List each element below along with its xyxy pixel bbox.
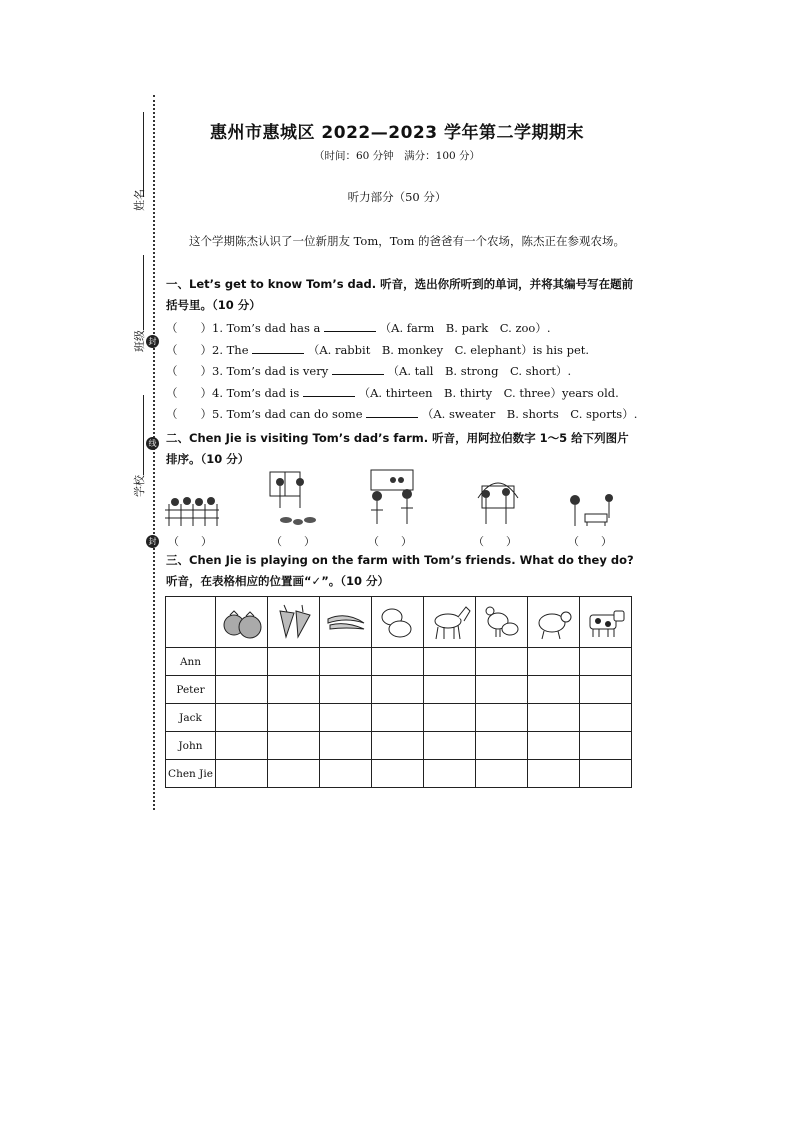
check-cell[interactable]	[372, 648, 424, 676]
kids-with-cow-picture	[563, 468, 621, 530]
order-blank-1[interactable]: （ ）	[168, 535, 212, 548]
name-label: 姓名	[133, 189, 146, 211]
check-cell[interactable]	[476, 732, 528, 760]
table-row	[166, 648, 632, 676]
row-name: John	[166, 732, 216, 760]
order-blank-5[interactable]: （ ）	[568, 535, 612, 548]
activity-table	[165, 596, 632, 788]
check-cell[interactable]	[216, 648, 268, 676]
question-2-stem: （ ）2. The	[166, 343, 249, 357]
check-cell[interactable]	[320, 732, 372, 760]
answer-blank[interactable]	[332, 364, 384, 375]
answer-blank[interactable]	[303, 386, 355, 397]
question-1-options: （A. farm B. park C. zoo）.	[379, 321, 551, 335]
question-3	[166, 363, 646, 379]
check-cell[interactable]	[528, 732, 580, 760]
check-cell[interactable]	[216, 676, 268, 704]
intro-paragraph: 这个学期陈杰认识了一位新朋友 Tom，Tom 的爸爸有一个农场，陈杰正在参观农场。	[189, 234, 626, 248]
check-cell[interactable]	[580, 704, 632, 732]
question-1	[166, 320, 646, 336]
check-cell[interactable]	[424, 760, 476, 788]
answer-blank[interactable]	[252, 343, 304, 354]
question-4-options: （A. thirteen B. thirty C. three）years old.	[358, 386, 619, 400]
question-1-stem: （ ）1. Tom’s dad has a	[166, 321, 321, 335]
table-row	[166, 676, 632, 704]
seal-mark-1: 封	[146, 335, 159, 348]
question-2	[166, 342, 646, 358]
tomatoes-icon	[216, 597, 268, 648]
question-3-stem: （ ）3. Tom’s dad is very	[166, 364, 329, 378]
part2-heading: 二、Chen Jie is visiting Tom’s dad’s farm. 听音，用阿拉伯数字 1～5 给下列图片排序。（10 分）	[166, 431, 629, 466]
check-cell[interactable]	[320, 676, 372, 704]
listening-section-heading: 听力部分（50 分）	[347, 190, 447, 204]
check-cell[interactable]	[528, 704, 580, 732]
check-cell[interactable]	[320, 704, 372, 732]
seal-mark-2: 线	[146, 437, 159, 450]
class-write-line	[143, 255, 144, 330]
check-cell[interactable]	[268, 760, 320, 788]
green-beans-icon	[320, 597, 372, 648]
check-cell[interactable]	[528, 760, 580, 788]
question-4	[166, 385, 646, 401]
table-row	[166, 760, 632, 788]
check-cell[interactable]	[476, 760, 528, 788]
school-write-line	[143, 395, 144, 475]
check-cell[interactable]	[580, 760, 632, 788]
check-cell[interactable]	[268, 676, 320, 704]
row-name: Jack	[166, 704, 216, 732]
question-2-options: （A. rabbit B. monkey C. elephant）is his pet.	[307, 343, 590, 357]
check-cell[interactable]	[528, 676, 580, 704]
table-row	[166, 704, 632, 732]
exam-subtitle: （时间：60 分钟 满分：100 分）	[313, 150, 481, 162]
horse-icon	[424, 597, 476, 648]
check-cell[interactable]	[580, 732, 632, 760]
kids-at-barn-picture	[468, 468, 526, 530]
question-5-stem: （ ）5. Tom’s dad can do some	[166, 407, 363, 421]
check-cell[interactable]	[476, 676, 528, 704]
potatoes-icon	[372, 597, 424, 648]
kids-with-flowers-picture	[363, 468, 421, 530]
answer-blank[interactable]	[366, 407, 418, 418]
check-cell[interactable]	[424, 704, 476, 732]
check-cell[interactable]	[216, 760, 268, 788]
check-cell[interactable]	[372, 760, 424, 788]
corner-cell	[166, 597, 216, 648]
check-cell[interactable]	[372, 676, 424, 704]
carrots-icon	[268, 597, 320, 648]
check-cell[interactable]	[320, 648, 372, 676]
seal-mark-3: 封	[146, 535, 159, 548]
check-cell[interactable]	[216, 732, 268, 760]
table-row	[166, 732, 632, 760]
answer-blank[interactable]	[324, 321, 376, 332]
check-cell[interactable]	[216, 704, 268, 732]
hens-icon	[476, 597, 528, 648]
check-cell[interactable]	[580, 676, 632, 704]
exam-title: 惠州市惠城区 2022—2023 学年第二学期期末	[210, 123, 584, 143]
order-blank-4[interactable]: （ ）	[473, 535, 517, 548]
part3-heading: 三、Chen Jie is playing on the farm with Tom’s friends. What do they do? 听音，在表格相应的位置画“✓”。（10 分）	[166, 553, 634, 588]
check-cell[interactable]	[424, 676, 476, 704]
question-5	[166, 406, 646, 422]
row-name: Peter	[166, 676, 216, 704]
check-cell[interactable]	[580, 648, 632, 676]
check-cell[interactable]	[476, 704, 528, 732]
order-blank-2[interactable]: （ ）	[271, 535, 315, 548]
class-label: 班级	[133, 330, 146, 352]
question-4-stem: （ ）4. Tom’s dad is	[166, 386, 300, 400]
row-name: Chen Jie	[166, 760, 216, 788]
check-cell[interactable]	[268, 732, 320, 760]
question-5-options: （A. sweater B. shorts C. sports）.	[421, 407, 638, 421]
table-header-row	[166, 597, 632, 648]
order-blank-3[interactable]: （ ）	[368, 535, 412, 548]
two-kids-with-animals-picture	[266, 468, 324, 530]
part1-heading: 一、Let’s get to know Tom’s dad. 听音，选出你所听到的单词，并将其编号写在题前括号里。（10 分）	[166, 277, 634, 312]
check-cell[interactable]	[424, 648, 476, 676]
sheep-icon	[528, 597, 580, 648]
check-cell[interactable]	[476, 648, 528, 676]
question-3-options: （A. tall B. strong C. short）.	[387, 364, 572, 378]
check-cell[interactable]	[424, 732, 476, 760]
check-cell[interactable]	[320, 760, 372, 788]
check-cell[interactable]	[372, 704, 424, 732]
school-label: 学校	[133, 475, 146, 497]
check-cell[interactable]	[268, 704, 320, 732]
cow-icon	[580, 597, 632, 648]
check-cell[interactable]	[528, 648, 580, 676]
check-cell[interactable]	[268, 648, 320, 676]
children-by-fence-picture	[163, 468, 221, 530]
row-name: Ann	[166, 648, 216, 676]
check-cell[interactable]	[372, 732, 424, 760]
